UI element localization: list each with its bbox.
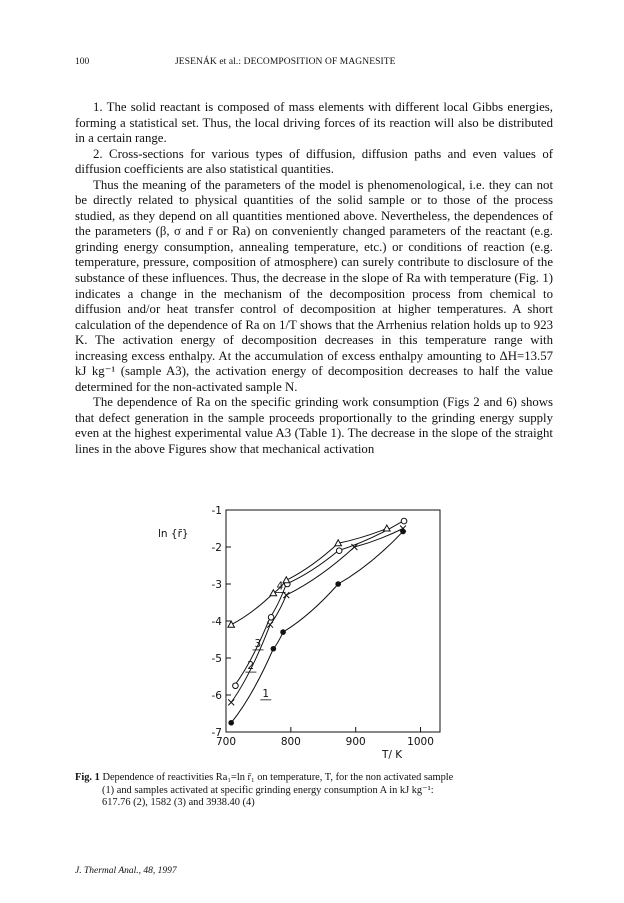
curve-label-4: 4 [276,580,284,593]
point-dot [271,646,277,652]
curve-label-1: 1 [262,687,270,700]
y-tick-label: -7 [211,727,222,739]
reactivity-chart [150,500,450,775]
running-title: JESENÁK et al.: DECOMPOSITION OF MAGNESITE [175,57,396,67]
curve-label-2: 2 [247,660,255,673]
paragraph-1: 1. The solid reactant is composed of mass elements with different local Gibbs energies, forming a statistical set. Thus, the local driving forces of its reaction will also be distributed in a certain range. [75,100,553,146]
caption-line-1: Dependence of reactivities Ra₁=ln r̄₁ on temperature, T, for the non activated sample [102,772,454,783]
footer-citation: J. Thermal Anal., 48, 1997 [75,866,177,876]
y-axis-ticks [212,505,231,739]
data-points [228,518,407,725]
x-tick-label: 900 [345,736,366,748]
x-tick-label: 1000 [407,736,434,748]
caption-label: Fig. 1 [75,772,100,783]
y-tick-label: -4 [211,616,222,628]
point-triangle [384,525,391,531]
point-dot [280,629,286,635]
caption-line-2: (1) and samples activated at specific grinding energy consumption A in kJ kg⁻¹: [102,784,434,796]
x-axis-ticks [216,727,434,748]
plot-frame [226,510,440,732]
point-cross [283,592,289,598]
body-text [75,100,553,458]
y-tick-label: -3 [211,579,222,591]
point-circle [401,518,407,524]
y-tick-label: -2 [211,542,222,554]
paragraph-2: 2. Cross-sections for various types of diffusion, diffusion paths and even values of diffusion coefficients are also statistical quantities. [75,146,553,177]
figure-caption [75,772,553,810]
curve-2 [231,529,403,703]
paragraph-4: The dependence of Ra on the specific grinding work consumption (Figs 2 and 6) shows that defect generation in the sample proceeds proportionally to the grinding energy supply even at the highest experimental value A3 (Table 1). The decrease in the slope of the straight lines in the above Figures show that mechanical activation [75,395,553,457]
y-tick-label: -6 [211,690,222,702]
x-axis-label: T/ K [382,749,403,761]
y-tick-label: -5 [211,653,222,665]
curve-3 [234,521,403,686]
caption-line-3: 617.76 (2), 1582 (3) and 3938.40 (4) [102,797,255,809]
y-axis-label: ln {r̄} [158,528,189,540]
y-tick-label: -1 [211,505,222,517]
point-circle [233,683,239,689]
point-cross [267,622,273,628]
x-tick-label: 800 [280,736,301,748]
point-dot [228,720,234,726]
x-tick-label: 700 [215,736,237,748]
paragraph-3: Thus the meaning of the parameters of the model is phenomenological, i.e. they can not be directly related to physical quantities of the solid sample or to those of the process studied, as they depend on all quantities mentioned above. Nevertheless, the dependences of the parameters (β, σ and r̄ or Ra) on conveniently changed parameters of the reactant (e.g. grinding energy consumption, annealing temperature, etc.) or conditions of reaction (e.g. temperature, pressure, composition of atmosphere) can surely contribute to disclosure of the substance of these influences. Thus, the decrease in the slope of Ra with temperature (Fig. 1) indicates a change in the mechanism of the decomposition process from chemical to diffusion and/or heat transfer control of decomposition at higher temperatures. A short calculation of the dependence of Ra on 1/T shows that the Arrhenius relation holds up to 923 K. The activation energy of decomposition decreases in this temperature range with increasing excess enthalpy. At the accumulation of excess enthalpy amounting to ΔH=13.57 kJ kg⁻¹ (sample A3), the activation energy of decomposition decreases to half the value determined for the non-activated sample N. [75,177,553,394]
point-dot [335,581,341,587]
figure-1 [150,500,450,775]
curve-4 [231,529,387,625]
curve-label-3: 3 [254,637,262,650]
point-circle [268,615,274,621]
point-dot [400,529,406,535]
page-number: 100 [75,57,90,67]
point-cross [228,699,234,705]
curves [231,521,403,723]
point-circle [336,548,342,554]
point-triangle [228,621,235,627]
curve-1 [231,531,403,722]
point-triangle [283,577,290,583]
